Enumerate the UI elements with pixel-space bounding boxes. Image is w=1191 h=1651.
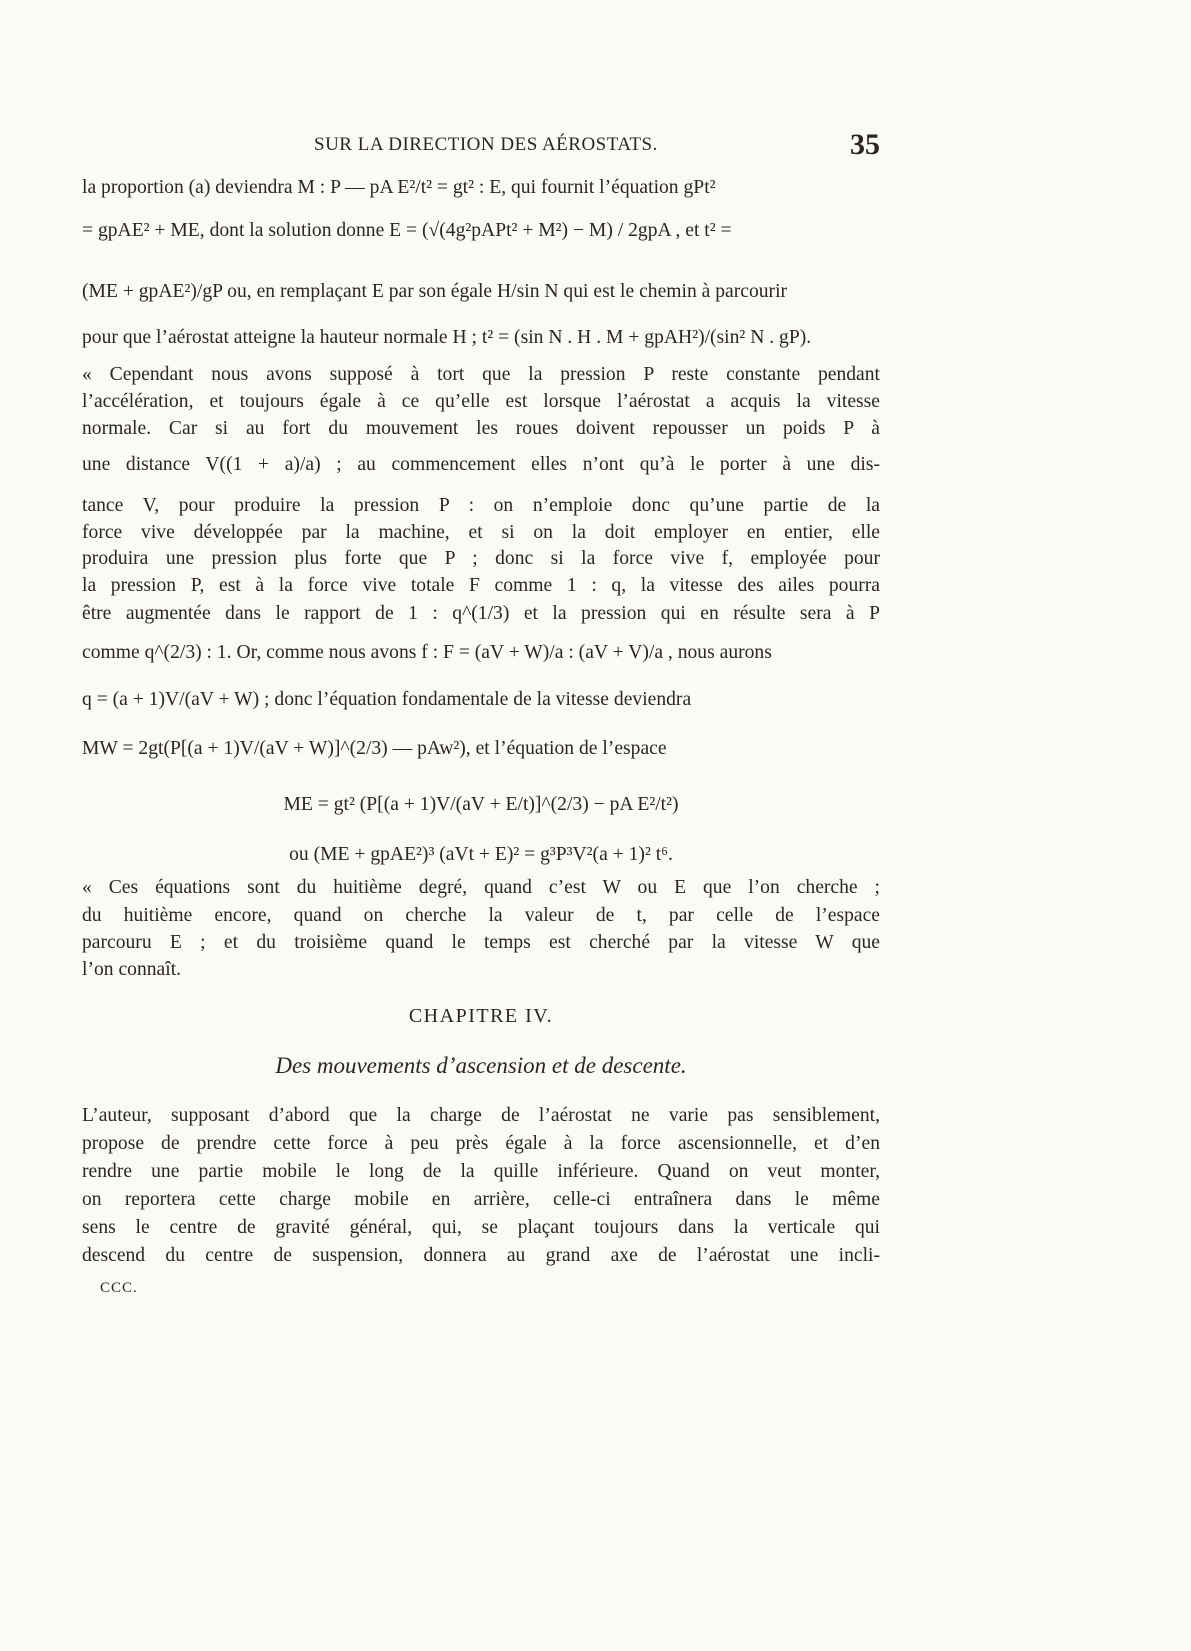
text-line-14: comme q^(2/3) : 1. Or, comme nous avons f : F = (aV + W)/a : (aV + V)/a , nous aurons — [82, 642, 772, 663]
text-line-22: l’on connaît. — [82, 959, 182, 980]
text-line-2: = gpAE² + ME, dont la solution donne E = (√(4g²pAPt² + M²) − M) / 2gpA , et t² = — [82, 220, 732, 241]
text-line-7: normale. Car si au fort du mouvement les roues doivent repousser un poids P à — [82, 418, 880, 439]
text-line-13: être augmentée dans le rapport de 1 : q^(1/3) et la pression qui en résulte sera à P — [82, 603, 880, 624]
section-title: Des mouvements d’ascension et de descente. — [275, 1053, 687, 1078]
text-line-28: descend du centre de suspension, donnera au grand axe de l’aérostat une incli- — [82, 1245, 880, 1266]
text-line-12: la pression P, est à la force vive totale F comme 1 : q, la vitesse des ailes pourra — [82, 575, 880, 596]
running-head — [82, 128, 880, 162]
running-title: SUR LA DIRECTION DES AÉROSTATS. — [314, 134, 658, 155]
text-line-18: ou (ME + gpAE²)³ (aVt + E)² = g³P³V²(a + 1)² t⁶. — [289, 844, 673, 865]
text-line-5: « Cependant nous avons supposé à tort que la pression P reste constante pendant — [82, 364, 880, 385]
text-line-15: q = (a + 1)V/(aV + W) ; donc l’équation fondamentale de la vitesse deviendra — [82, 689, 692, 710]
text-line-27: sens le centre de gravité général, qui, se plaçant toujours dans la verticale qui — [82, 1217, 880, 1238]
text-line-17: ME = gt² (P[(a + 1)V/(aV + E/t)]^(2/3) − pA E²/t²) — [283, 794, 679, 815]
text-line-19: « Ces équations sont du huitième degré, quand c’est W ou E que l’on cherche ; — [82, 877, 880, 898]
text-line-6: l’accélération, et toujours égale à ce qu’elle est lorsque l’aérostat a acquis la vitesse — [82, 391, 880, 412]
text-line-11: produira une pression plus forte que P ; donc si la force vive f, employée pour — [82, 548, 880, 569]
chapter-heading: CHAPITRE IV. — [408, 1005, 554, 1027]
text-line-9: tance V, pour produire la pression P : on n’emploie donc qu’une partie de la — [82, 495, 880, 516]
text-line-1: la proportion (a) deviendra M : P — pA E²/t² = gt² : E, qui fournit l’équation gPt² — [82, 177, 716, 198]
text-line-21: parcouru E ; et du troisième quand le temps est cherché par la vitesse W que — [82, 932, 880, 953]
text-line-10: force vive développée par la machine, et si on la doit employer en entier, elle — [82, 522, 880, 543]
text-line-23: L’auteur, supposant d’abord que la charge de l’aérostat ne varie pas sensiblement, — [82, 1105, 880, 1126]
catchword: CCC. — [100, 1280, 138, 1296]
text-line-3: (ME + gpAE²)/gP ou, en remplaçant E par son égale H/sin N qui est le chemin à parcourir — [82, 281, 788, 302]
text-line-26: on reportera cette charge mobile en arrière, celle-ci entraînera dans le même — [82, 1189, 880, 1210]
page-number: 35 — [850, 128, 880, 161]
text-line-16: MW = 2gt(P[(a + 1)V/(aV + W)]^(2/3) — pAw²), et l’équation de l’espace — [82, 738, 667, 759]
text-line-25: rendre une partie mobile le long de la quille inférieure. Quand on veut monter, — [82, 1161, 880, 1182]
text-line-4: pour que l’aérostat atteigne la hauteur normale H ; t² = (sin N . H . M + gpAH²)/(sin² N . gP). — [82, 327, 812, 348]
text-line-24: propose de prendre cette force à peu près égale à la force ascensionnelle, et d’en — [82, 1133, 880, 1154]
text-line-8: une distance V((1 + a)/a) ; au commencement elles n’ont qu’à le porter à une dis- — [82, 454, 880, 475]
text-line-20: du huitième encore, quand on cherche la valeur de t, par celle de l’espace — [82, 905, 880, 926]
document-page — [82, 0, 880, 1651]
